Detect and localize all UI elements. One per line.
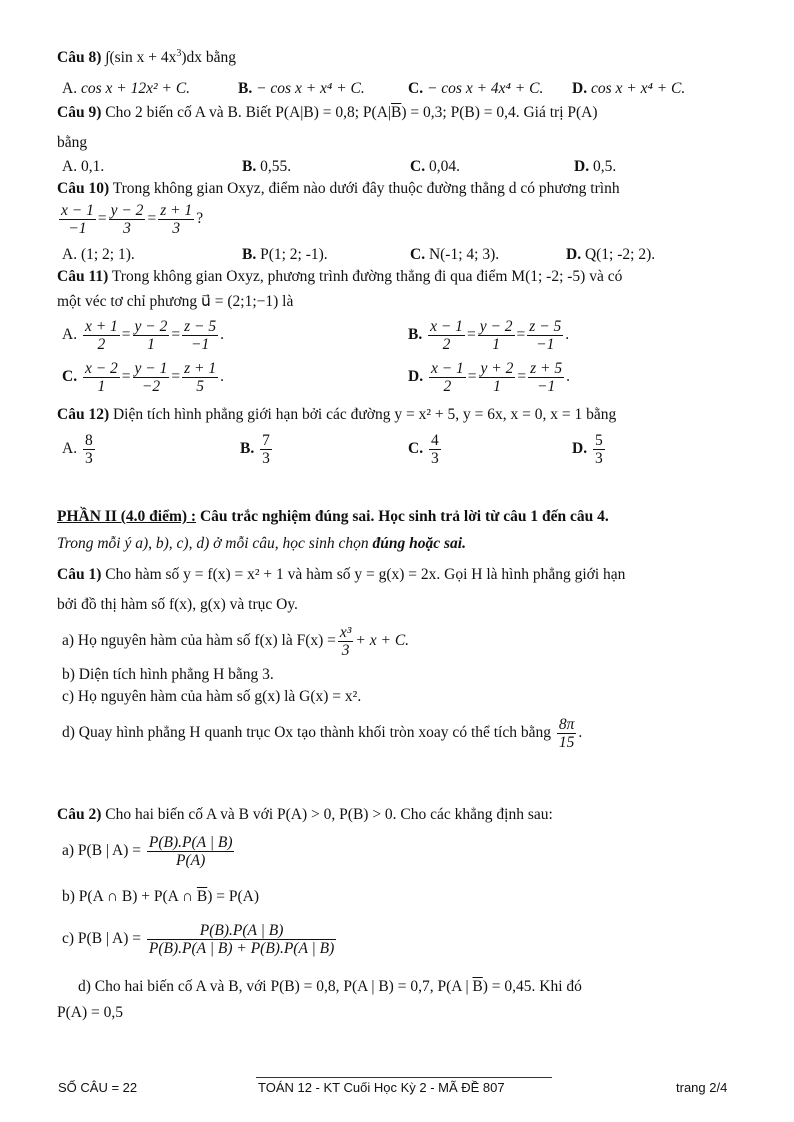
- part2-question-2-item-d[interactable]: d) Cho hai biến cố A và B, với P(B) = 0,8, P(A | B) = 0,7, P(A | $\overline{B}) = 0,45$. Khi đó: [78, 978, 582, 995]
- part2-question-2-item-c[interactable]: c) P(B | A) = $\frac{P(B).P(A | B)}{P(B).P(A | B) + P(\overline{B}).P(A | \overline{B})}$: [62, 922, 335, 957]
- question-9-stem-cont: bằng: [57, 134, 88, 151]
- question-8-stem: Câu 8) ∫(sin $x + 4x^3)dx$ bằng: [57, 48, 237, 67]
- question-11-stem-cont: một véc tơ chỉ phương u⃗ = (2;1;−1) là: [57, 293, 294, 310]
- question-11-label: Câu 11): [57, 268, 109, 285]
- part-2-heading: PHẦN II (4.0 điểm) : Câu trắc nghiệm đúng sai. Học sinh trả lời từ câu 1 đến câu 4.: [57, 508, 609, 525]
- footer-question-count: SỐ CÂU = 22: [58, 1080, 138, 1095]
- question-9-stem: Câu 9) Cho 2 biến cố A và B. Biết P(A|B) = 0,8; $P(A|\overline{B}) = 0,3$; P(B) = 0,4. Giá trị P(A): [57, 104, 598, 121]
- footer-divider: [256, 1077, 552, 1078]
- part2-question-1-item-c[interactable]: c) Họ nguyên hàm của hàm số g(x) là G(x) = x².: [62, 688, 362, 705]
- question-10-option-b[interactable]: B. P(1; 2; -1).: [242, 246, 328, 263]
- question-10-equation: $\frac{x - 1}{-1}$ = $\frac{y - 2}{3}$ = $\frac{z + 1}{3}$ ?: [61, 202, 204, 237]
- part-2-instruction: Trong mỗi ý a), b), c), d) ở mỗi câu, học sinh chọn đúng hoặc sai.: [57, 535, 466, 552]
- part2-question-1-label: Câu 1): [57, 566, 102, 583]
- part2-question-1-item-d[interactable]: d) Quay hình phẳng H quanh trục Ox tạo thành khối tròn xoay có thể tích bằng $\frac{8\pi}{15}$ .: [62, 716, 583, 751]
- question-8-label: Câu 8): [57, 49, 102, 67]
- question-10-option-c[interactable]: C. N(-1; 4; 3).: [410, 246, 500, 263]
- part2-question-2-stem: Câu 2) Cho hai biến cố A và B với P(A) > 0, P(B) > 0. Cho các khẳng định sau:: [57, 806, 553, 823]
- part2-question-2-label: Câu 2): [57, 806, 102, 823]
- question-11-option-b[interactable]: B. $\frac{x - 1}{2}$ = $\frac{y - 2}{1}$ = $\frac{z - 5}{-1}$ .: [408, 318, 570, 353]
- question-11-option-d[interactable]: D. $\frac{x - 1}{2}$ = $\frac{y + 2}{1}$ = $\frac{z + 5}{-1}$ .: [408, 360, 571, 395]
- question-9-option-c[interactable]: C. 0,04.: [410, 158, 460, 175]
- question-8-option-a[interactable]: A. cos x + 12x² + C.: [62, 80, 191, 97]
- part2-question-2-item-d-cont: P(A) = 0,5: [57, 1004, 124, 1021]
- question-10-option-a[interactable]: A. (1; 2; 1).: [62, 246, 135, 263]
- part2-question-2-item-b[interactable]: b) P(A ∩ B) + P(A ∩ $\overline{B}) = P(A)$: [62, 888, 260, 905]
- question-12-option-d[interactable]: D. $\frac{5}{3}$: [572, 432, 603, 467]
- question-8-option-b[interactable]: B. − cos x + x⁴ + C.: [238, 80, 365, 97]
- question-9-label: Câu 9): [57, 104, 102, 121]
- question-12-option-a[interactable]: A. $\frac{8}{3}$: [62, 432, 93, 467]
- question-12-label: Câu 12): [57, 406, 110, 423]
- question-11-option-c[interactable]: C. $\frac{x - 2}{1}$ = $\frac{y - 1}{-2}$ = $\frac{z + 1}{5}$ .: [62, 360, 225, 395]
- question-9-option-b[interactable]: B. 0,55.: [242, 158, 292, 175]
- question-10-stem: Câu 10) Trong không gian Oxyz, điểm nào dưới đây thuộc đường thẳng d có phương trình: [57, 180, 620, 197]
- part2-question-1-stem: Câu 1) Cho hàm số y = f(x) = x² + 1 và hàm số y = g(x) = 2x. Gọi H là hình phẳng giới hạn: [57, 566, 626, 583]
- question-8-option-c[interactable]: C. − cos x + 4x⁴ + C.: [408, 80, 544, 97]
- question-12-stem: Câu 12) Diện tích hình phẳng giới hạn bởi các đường y = x² + 5, y = 6x, x = 0, x = 1 bằng: [57, 406, 617, 423]
- part2-question-1-item-b[interactable]: b) Diện tích hình phẳng H bằng 3.: [62, 666, 274, 683]
- part2-question-1-stem-cont: bởi đồ thị hàm số f(x), g(x) và trục Oy.: [57, 596, 298, 613]
- question-8-option-d[interactable]: D. cos x + x⁴ + C.: [572, 80, 686, 97]
- question-9-option-a[interactable]: A. 0,1.: [62, 158, 105, 175]
- question-11-option-a[interactable]: A. $\frac{x + 1}{2}$ = $\frac{y - 2}{1}$ = $\frac{z - 5}{-1}$ .: [62, 318, 225, 353]
- question-11-stem: Câu 11) Trong không gian Oxyz, phương trình đường thẳng đi qua điểm M(1; -2; -5) và có: [57, 268, 623, 285]
- question-12-option-c[interactable]: C. $\frac{4}{3}$: [408, 432, 439, 467]
- footer-exam-title: TOÁN 12 - KT Cuối Học Kỳ 2 - MÃ ĐỀ 807: [258, 1080, 505, 1095]
- question-10-option-d[interactable]: D. Q(1; -2; 2).: [566, 246, 656, 263]
- question-9-option-d[interactable]: D. 0,5.: [574, 158, 617, 175]
- part2-question-2-item-a[interactable]: a) P(B | A) = $\frac{P(B).P(A | B)}{P(A)}$: [62, 834, 233, 869]
- footer-page-number: trang 2/4: [676, 1080, 728, 1095]
- question-12-option-b[interactable]: B. $\frac{7}{3}$: [240, 432, 270, 467]
- part2-question-1-item-a[interactable]: a) Họ nguyên hàm của hàm số f(x) là F(x) = $\frac{\text{x³}}{3}$ + x + C.: [62, 624, 410, 659]
- question-10-label: Câu 10): [57, 180, 110, 197]
